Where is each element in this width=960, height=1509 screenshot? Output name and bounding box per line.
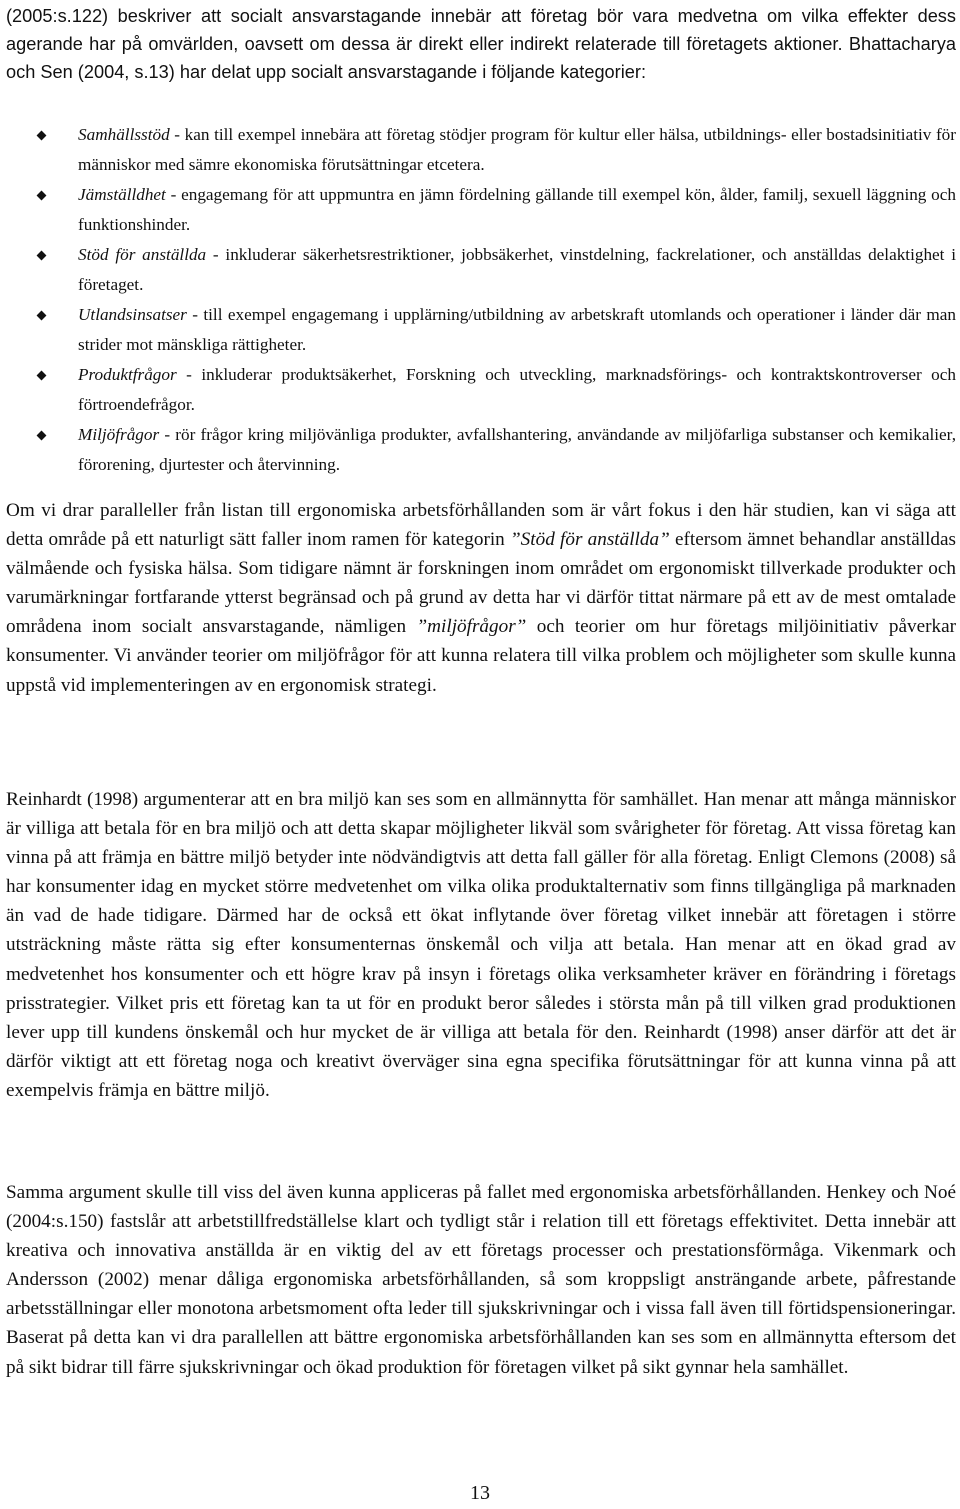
diamond-bullet-icon	[37, 251, 47, 261]
list-item-description: - kan till exempel innebära att företag stödjer program för kultur eller hälsa, utbildnings- eller bostadsinitiativ för människor med sämre ekonomiska förutsättningar etcetera.	[78, 125, 956, 174]
paragraph-text: och teorier om hur företags miljöinitiativ påverkar konsumenter. Vi använder teorier om miljöfrågor för att kunna relatera till vilka problem och möjligheter som skulle kunna uppstå vid implementeringen av en ergonomisk strategi.	[6, 616, 956, 696]
list-item-description: - engagemang för att uppmuntra en jämn fördelning gällande till exempel kön, ålder, familj, sexuell läggning och funktionshinder.	[78, 185, 956, 234]
paragraph-text: Om vi drar paralleller från listan till ergonomiska arbetsförhållanden som är vårt fokus i den här studien, kan vi säga att detta område på ett naturligt sätt faller inom ramen för kategorin	[6, 500, 956, 551]
list-item-description: - inkluderar produktsäkerhet, Forskning och utveckling, marknadsförings- och kontraktskontroverser och förtroendefrågor.	[78, 365, 956, 414]
body-paragraph-2: Reinhardt (1998) argumenterar att en bra miljö kan ses som en allmännytta för samhället. Han menar att många människor är villiga att betala för en bra miljö och att detta skapar möjligheter likväl som svårigheter för företag. Att vissa företag kan vinna på att främja en bättre miljö betyder inte nödvändigtvis att detta fall gäller för alla företag. Enligt Clemons (2008) så har konsumenter idag en mycket större medvetenhet om vilka olika produktalternativ som finns tillgängliga på marknaden än vad de hade tidigare. Därmed har de också ett ökat inflytande över företag vilket innebär att företagen i större utsträckning måste rätta sig efter konsumenternas önskemål och vilja att betala. Han menar att en ökad grad av medvetenhet hos konsumenter och ett högre krav på insyn i företags olika verksamheter kräver en förändring i företags prisstrategier. Vilket pris ett företag kan ta ut för en produkt beror således i största mån på till vilken grad produktionen lever upp till kundens önskemål och hur mycket de är villiga att betala för den. Reinhardt (1998) anser därför att det är därför viktigt att ett företag noga och kreativt överväger sina egna specifika förutsättningar för att kunna vinna på att exempelvis främja en bättre miljö.	[6, 789, 956, 1101]
body-paragraph-1	[6, 496, 956, 700]
list-item-description: - inkluderar säkerhetsrestriktioner, jobbsäkerhet, vinstdelning, fackrelationer, och anställdas delaktighet i företaget.	[78, 245, 956, 294]
list-item	[38, 180, 956, 240]
list-item-term: Miljöfrågor	[78, 425, 160, 444]
quoted-term: ”miljöfrågor”	[416, 616, 527, 638]
diamond-bullet-icon	[37, 311, 47, 321]
list-item	[38, 360, 956, 420]
page-number: 13	[470, 1482, 490, 1504]
body-paragraph-3: Samma argument skulle till viss del även kunna appliceras på fallet med ergonomiska arbetsförhållanden. Henkey och Noé (2004:s.150) fastslår att arbetstillfredställelse klart och tydligt står i relation till ett företags effektivitet. Detta innebär att kreativa och innovativa anställda är en viktig del av ett företags processer och prestationsförmåga. Vikenmark och Andersson (2002) menar dåliga ergonomiska arbetsförhållanden, så som kroppsligt ansträngande arbete, påfrestande arbetsställningar eller monotona arbetsmoment ofta leder till sjukskrivningar och i vissa fall även till förtidspensioneringar. Baserat på detta kan vi dra parallellen att bättre ergonomiska arbetsförhållanden kan ses som en allmännytta eftersom det på sikt bidrar till färre sjukskrivningar och ökad produktion för företagen vilket på sikt gynnar hela samhället.	[6, 1182, 956, 1378]
diamond-bullet-icon	[37, 131, 47, 141]
diamond-bullet-icon	[37, 371, 47, 381]
intro-paragraph: (2005:s.122) beskriver att socialt ansvarstagande innebär att företag bör vara medvetna om vilka effekter dess agerande har på omvärlden, oavsett om dessa är direkt eller indirekt relaterade till företagets aktioner. Bhattacharya och Sen (2004, s.13) har delat upp socialt ansvarstagande i följande kategorier:	[6, 6, 956, 82]
paragraph-text: eftersom ämnet behandlar anställdas välmående och fysiska hälsa. Som tidigare nämnt är forskningen inom området om ergonomiskt tillverkade produkter och varumärkningar fortfarande ytterst begränsad och på grund av detta har vi därför tittat närmare på ett av de mest omtalade områdena inom socialt ansvarstagande, nämligen	[6, 529, 956, 638]
list-item	[38, 120, 956, 180]
list-item-term: Jämställdhet	[78, 185, 166, 204]
csr-category-list	[38, 120, 956, 480]
list-item-term: Produktfrågor	[78, 365, 177, 384]
list-item-description: - till exempel engagemang i upplärning/utbildning av arbetskraft utomlands och operationer i länder där man strider mot mänskliga rättigheter.	[78, 305, 956, 354]
list-item-term: Stöd för anställda	[78, 245, 207, 264]
diamond-bullet-icon	[37, 191, 47, 201]
list-item-term: Utlandsinsatser	[78, 305, 187, 324]
list-item-term: Samhällsstöd	[78, 125, 170, 144]
list-item	[38, 300, 956, 360]
quoted-term: ”Stöd för anställda”	[510, 529, 670, 551]
diamond-bullet-icon	[37, 431, 47, 441]
list-item	[38, 240, 956, 300]
list-item	[38, 420, 956, 480]
list-item-description: - rör frågor kring miljövänliga produkter, avfallshantering, användande av miljöfarliga substanser och kemikalier, förorening, djurtester och återvinning.	[78, 425, 956, 474]
